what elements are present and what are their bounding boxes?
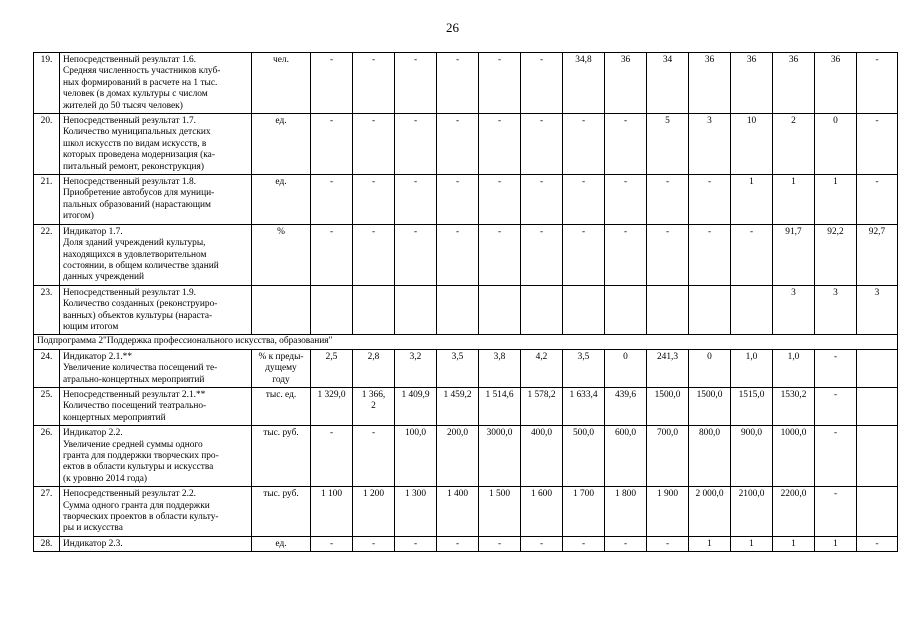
table-row	[34, 175, 898, 225]
value-cell	[731, 285, 773, 335]
subprogram-row	[34, 335, 898, 349]
value-cell: -	[437, 536, 479, 551]
value-cell: 400,0	[521, 426, 563, 487]
value-cell: 1500,0	[689, 387, 731, 425]
indicator-name: Непосредственный результат 2.1.** Количество посещений театрально- концертных мероприятий	[60, 387, 252, 425]
value-cell: -	[311, 224, 353, 285]
value-cell: 439,6	[605, 387, 647, 425]
value-cell: 1 500	[479, 487, 521, 537]
value-cell: -	[563, 175, 605, 225]
value-cell: -	[311, 53, 353, 114]
unit-cell: ед.	[252, 175, 311, 225]
value-cell: 3	[773, 285, 815, 335]
value-cell: 1 300	[395, 487, 437, 537]
value-cell: 1 514,6	[479, 387, 521, 425]
value-cell: -	[437, 53, 479, 114]
value-cell: -	[521, 224, 563, 285]
value-cell: -	[563, 224, 605, 285]
value-cell	[563, 285, 605, 335]
value-cell: 10	[731, 114, 773, 175]
value-cell	[857, 426, 898, 487]
value-cell: -	[563, 536, 605, 551]
table-row	[34, 349, 898, 387]
value-cell: -	[353, 175, 395, 225]
value-cell: 0	[815, 114, 857, 175]
value-cell	[689, 285, 731, 335]
value-cell	[605, 285, 647, 335]
value-cell: -	[479, 114, 521, 175]
value-cell: -	[815, 487, 857, 537]
value-cell: 34,8	[563, 53, 605, 114]
value-cell: 1500,0	[647, 387, 689, 425]
value-cell: -	[605, 175, 647, 225]
unit-cell: тыс. руб.	[252, 426, 311, 487]
value-cell: 1 800	[605, 487, 647, 537]
value-cell: 1	[689, 536, 731, 551]
indicator-name: Непосредственный результат 1.7. Количество муниципальных детских школ искусств по видам искусств, в которых проведена модернизация (ка- питальный ремонт, реконструкция)	[60, 114, 252, 175]
value-cell: 1 400	[437, 487, 479, 537]
unit-cell: %	[252, 224, 311, 285]
value-cell: 1,0	[731, 349, 773, 387]
value-cell: -	[311, 426, 353, 487]
value-cell: -	[395, 536, 437, 551]
value-cell: 1 459,2	[437, 387, 479, 425]
value-cell: -	[815, 387, 857, 425]
row-number: 28.	[34, 536, 60, 551]
value-cell: 92,2	[815, 224, 857, 285]
value-cell: 1 700	[563, 487, 605, 537]
value-cell: 3,5	[437, 349, 479, 387]
value-cell	[437, 285, 479, 335]
unit-cell: чел.	[252, 53, 311, 114]
value-cell: 1	[773, 175, 815, 225]
value-cell: 1 578,2	[521, 387, 563, 425]
indicator-name: Непосредственный результат 1.6. Средняя численность участников клуб- ных формирований в расчете на 1 тыс. человек (в домах культуры с числом жителей до 50 тысяч человек)	[60, 53, 252, 114]
value-cell: 3,2	[395, 349, 437, 387]
value-cell: 4,2	[521, 349, 563, 387]
value-cell: 1 409,9	[395, 387, 437, 425]
value-cell: 800,0	[689, 426, 731, 487]
value-cell: 36	[773, 53, 815, 114]
value-cell: -	[689, 224, 731, 285]
value-cell: -	[647, 536, 689, 551]
value-cell: 36	[731, 53, 773, 114]
value-cell: 1,0	[773, 349, 815, 387]
row-number: 26.	[34, 426, 60, 487]
value-cell: -	[731, 224, 773, 285]
value-cell: 3,5	[563, 349, 605, 387]
value-cell: -	[353, 114, 395, 175]
value-cell	[479, 285, 521, 335]
row-number: 25.	[34, 387, 60, 425]
value-cell: 0	[605, 349, 647, 387]
value-cell: 1	[815, 175, 857, 225]
table-row	[34, 53, 898, 114]
value-cell: 2,5	[311, 349, 353, 387]
value-cell: -	[857, 175, 898, 225]
indicator-name: Непосредственный результат 2.2. Сумма одного гранта для поддержки творческих проектов в области культу- ры и искусства	[60, 487, 252, 537]
value-cell: -	[605, 536, 647, 551]
value-cell: 36	[605, 53, 647, 114]
value-cell: -	[521, 175, 563, 225]
value-cell: 34	[647, 53, 689, 114]
value-cell: 3,8	[479, 349, 521, 387]
value-cell: -	[521, 114, 563, 175]
value-cell	[311, 285, 353, 335]
value-cell	[395, 285, 437, 335]
value-cell: 1 200	[353, 487, 395, 537]
value-cell: 2100,0	[731, 487, 773, 537]
unit-cell: ед.	[252, 114, 311, 175]
row-number: 21.	[34, 175, 60, 225]
value-cell: -	[395, 175, 437, 225]
value-cell: 3	[689, 114, 731, 175]
value-cell: 3	[857, 285, 898, 335]
value-cell: 100,0	[395, 426, 437, 487]
value-cell: 1 366, 2	[353, 387, 395, 425]
indicator-name: Индикатор 1.7. Доля зданий учреждений культуры, находящихся в удовлетворительном состоянии, в общем количестве зданий данных учреждений	[60, 224, 252, 285]
value-cell: 5	[647, 114, 689, 175]
value-cell: -	[437, 224, 479, 285]
table-row	[34, 487, 898, 537]
unit-cell: тыс. руб.	[252, 487, 311, 537]
value-cell	[857, 487, 898, 537]
value-cell: -	[353, 224, 395, 285]
row-number: 20.	[34, 114, 60, 175]
table-row	[34, 285, 898, 335]
value-cell: 3000,0	[479, 426, 521, 487]
value-cell	[857, 349, 898, 387]
value-cell: -	[479, 536, 521, 551]
value-cell: -	[689, 175, 731, 225]
value-cell: -	[311, 536, 353, 551]
value-cell: -	[815, 349, 857, 387]
value-cell: 500,0	[563, 426, 605, 487]
value-cell: -	[311, 114, 353, 175]
value-cell: -	[353, 53, 395, 114]
value-cell: 2	[773, 114, 815, 175]
value-cell: 1 900	[647, 487, 689, 537]
value-cell: 0	[689, 349, 731, 387]
value-cell: 1 600	[521, 487, 563, 537]
value-cell: -	[857, 114, 898, 175]
row-number: 23.	[34, 285, 60, 335]
value-cell: 900,0	[731, 426, 773, 487]
value-cell: -	[395, 53, 437, 114]
page-number: 26	[446, 20, 459, 35]
value-cell	[353, 285, 395, 335]
row-number: 27.	[34, 487, 60, 537]
unit-cell	[252, 285, 311, 335]
value-cell: -	[521, 536, 563, 551]
value-cell: 1000,0	[773, 426, 815, 487]
value-cell: -	[605, 224, 647, 285]
table-row	[34, 224, 898, 285]
value-cell: -	[605, 114, 647, 175]
value-cell: 1530,2	[773, 387, 815, 425]
value-cell: 1515,0	[731, 387, 773, 425]
value-cell: 600,0	[605, 426, 647, 487]
value-cell: 36	[689, 53, 731, 114]
value-cell: -	[563, 114, 605, 175]
value-cell	[857, 387, 898, 425]
indicator-name: Непосредственный результат 1.8. Приобретение автобусов для муници- пальных образований (нарастающим итогом)	[60, 175, 252, 225]
value-cell: -	[647, 224, 689, 285]
value-cell: -	[479, 175, 521, 225]
value-cell: -	[353, 536, 395, 551]
value-cell: -	[857, 536, 898, 551]
value-cell: 1	[773, 536, 815, 551]
indicator-name: Индикатор 2.2. Увеличение средней суммы одного гранта для поддержки творческих про- ектов в области культуры и искусства (к уровню 2014 года)	[60, 426, 252, 487]
value-cell: 91,7	[773, 224, 815, 285]
value-cell: -	[395, 224, 437, 285]
indicator-name: Непосредственный результат 1.9. Количество созданных (реконструиро- ванных) объектов культуры (нараста- ющим итогом	[60, 285, 252, 335]
value-cell: 2,8	[353, 349, 395, 387]
value-cell: 200,0	[437, 426, 479, 487]
value-cell: -	[479, 53, 521, 114]
value-cell: -	[437, 175, 479, 225]
indicator-name: Индикатор 2.1.** Увеличение количества посещений те- атрально-концертных мероприятий	[60, 349, 252, 387]
value-cell: 1	[815, 536, 857, 551]
unit-cell: % к преды- дущему году	[252, 349, 311, 387]
table-row	[34, 426, 898, 487]
value-cell	[521, 285, 563, 335]
value-cell: -	[395, 114, 437, 175]
row-number: 19.	[34, 53, 60, 114]
value-cell: 2200,0	[773, 487, 815, 537]
value-cell: 36	[815, 53, 857, 114]
value-cell: -	[311, 175, 353, 225]
value-cell: 2 000,0	[689, 487, 731, 537]
value-cell: 700,0	[647, 426, 689, 487]
value-cell: -	[521, 53, 563, 114]
value-cell: 1 633,4	[563, 387, 605, 425]
value-cell: 1 100	[311, 487, 353, 537]
table-row	[34, 114, 898, 175]
value-cell: 241,3	[647, 349, 689, 387]
row-number: 22.	[34, 224, 60, 285]
row-number: 24.	[34, 349, 60, 387]
value-cell	[647, 285, 689, 335]
value-cell: -	[479, 224, 521, 285]
value-cell: -	[815, 426, 857, 487]
value-cell: -	[857, 53, 898, 114]
subprogram-title: Подпрограмма 2"Поддержка профессионального искусства, образования"	[34, 335, 898, 349]
value-cell: -	[647, 175, 689, 225]
value-cell: -	[353, 426, 395, 487]
value-cell: 1	[731, 536, 773, 551]
unit-cell: тыс. ед.	[252, 387, 311, 425]
value-cell: 3	[815, 285, 857, 335]
table-row	[34, 536, 898, 551]
table-row	[34, 387, 898, 425]
indicator-name: Индикатор 2.3.	[60, 536, 252, 551]
value-cell: 1	[731, 175, 773, 225]
indicators-table	[33, 52, 898, 552]
unit-cell: ед.	[252, 536, 311, 551]
value-cell: 1 329,0	[311, 387, 353, 425]
value-cell: 92,7	[857, 224, 898, 285]
value-cell: -	[437, 114, 479, 175]
